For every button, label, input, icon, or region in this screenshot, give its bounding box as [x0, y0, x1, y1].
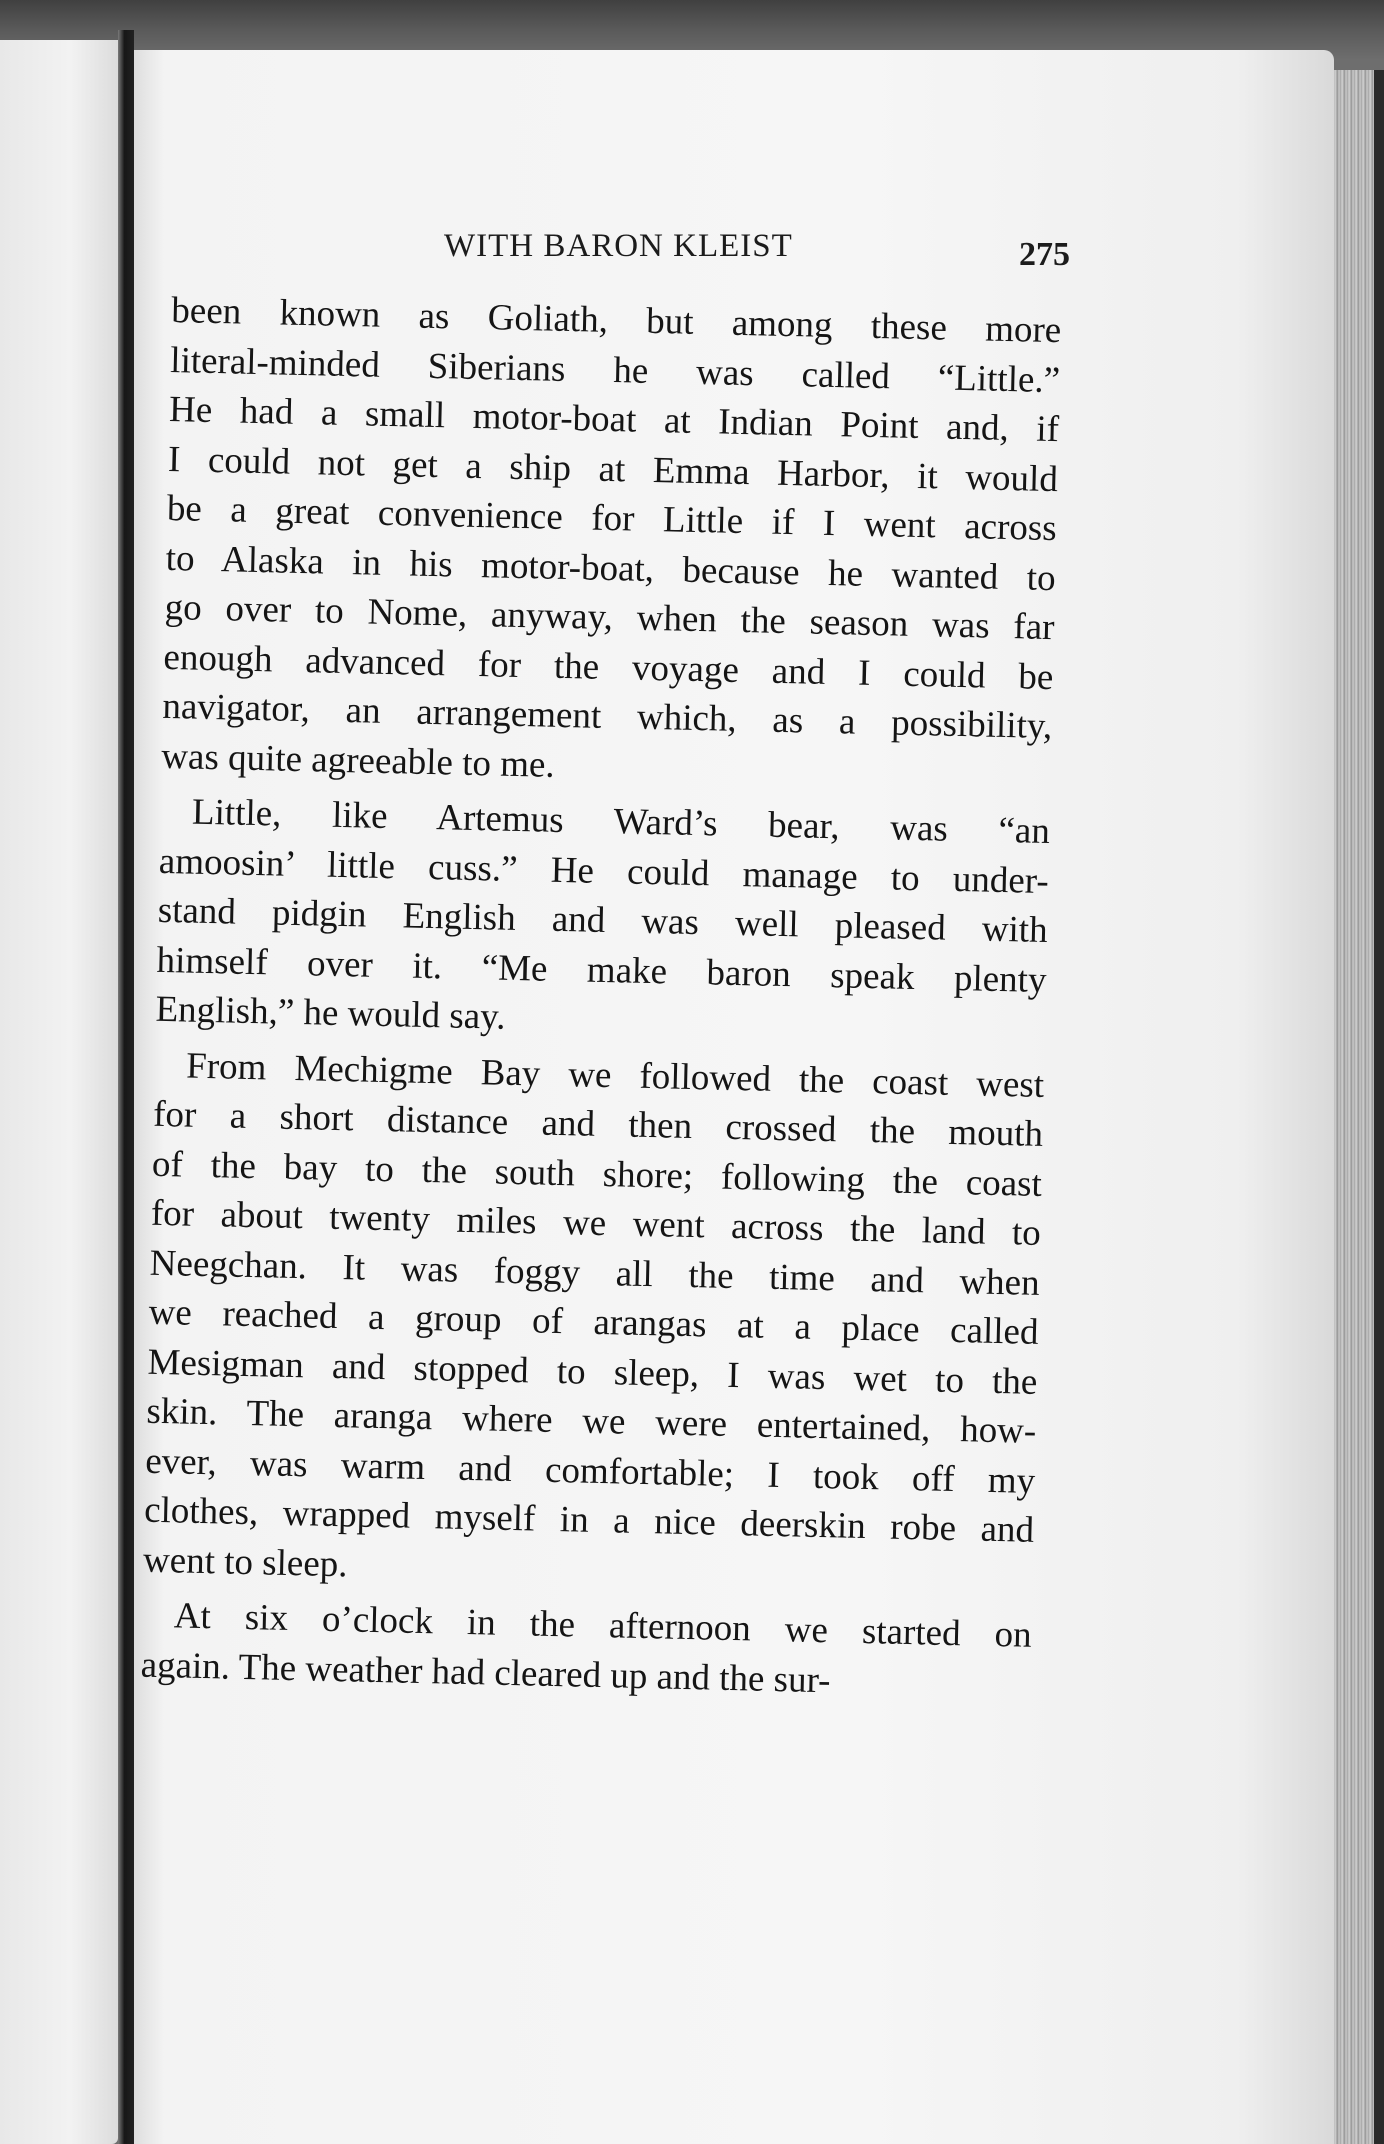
text-line: himself over it. “Me make baron speak plenty	[156, 939, 1047, 1001]
body-text	[140, 286, 1062, 1710]
book-gutter	[118, 30, 134, 2144]
text-line: for a short distance and then crossed the mouth	[152, 1093, 1044, 1155]
text-line: been known as Goliath, but among these more	[170, 289, 1062, 352]
page-block-edges	[1334, 70, 1374, 2144]
text-line: literal-minded Siberians he was called “Little.”	[169, 339, 1061, 401]
text-line: of the bay to the south shore; following the coast	[151, 1143, 1043, 1205]
text-line: Neegchan. It was foggy all the time and when	[149, 1242, 1041, 1304]
text-line: amoosin’ little cuss.” He could manage to under-	[158, 840, 1050, 902]
text-line: go over to Nome, anyway, when the season was far	[164, 586, 1055, 649]
paragraph	[140, 1591, 1032, 1710]
text-line: At six o’clock in the afternoon we started on	[173, 1595, 1033, 1656]
text-line: ever, was warm and comfortable; I took off my	[144, 1440, 1036, 1502]
text-line: Little, like Artemus Ward’s bear, was “an	[191, 791, 1051, 853]
running-title: WITH BARON KLEIST	[444, 228, 793, 264]
text-line: for about twenty miles we went across the land to	[150, 1192, 1042, 1254]
paragraph	[143, 1040, 1045, 1605]
paragraph	[161, 286, 1062, 801]
text-line: stand pidgin English and was well pleased with	[157, 889, 1049, 952]
text-line: Mesigman and stopped to sleep, I was wet to the	[147, 1341, 1038, 1403]
text-line: From Mechigme Bay we followed the coast west	[185, 1045, 1045, 1106]
running-head	[200, 228, 1070, 288]
text-line: went to sleep.	[142, 1539, 348, 1585]
text-line: was quite agreeable to me.	[160, 735, 556, 786]
text-line: He had a small motor-boat at Indian Point and, if	[168, 388, 1060, 451]
text-line: English,” he would say.	[155, 988, 507, 1038]
text-line: be a great convenience for Little if I went across	[166, 487, 1058, 550]
text-line: skin. The aranga where we were entertained, how-	[146, 1390, 1037, 1452]
text-line: navigator, an arrangement which, as a possibility,	[161, 685, 1053, 748]
paragraph	[155, 787, 1050, 1055]
text-line: clothes, wrapped myself in a nice deerskin robe and	[143, 1489, 1035, 1551]
text-line: to Alaska in his motor-boat, because he wanted to	[165, 537, 1057, 599]
page-number: 275	[1019, 236, 1070, 273]
text-line: enough advanced for the voyage and I could be	[163, 636, 1054, 698]
text-line: I could not get a ship at Emma Harbor, it would	[167, 438, 1059, 500]
previous-page-edge	[0, 40, 118, 2144]
text-line: we reached a group of arangas at a place called	[148, 1291, 1039, 1353]
text-line: again. The weather had cleared up and the sur-	[140, 1644, 831, 1701]
